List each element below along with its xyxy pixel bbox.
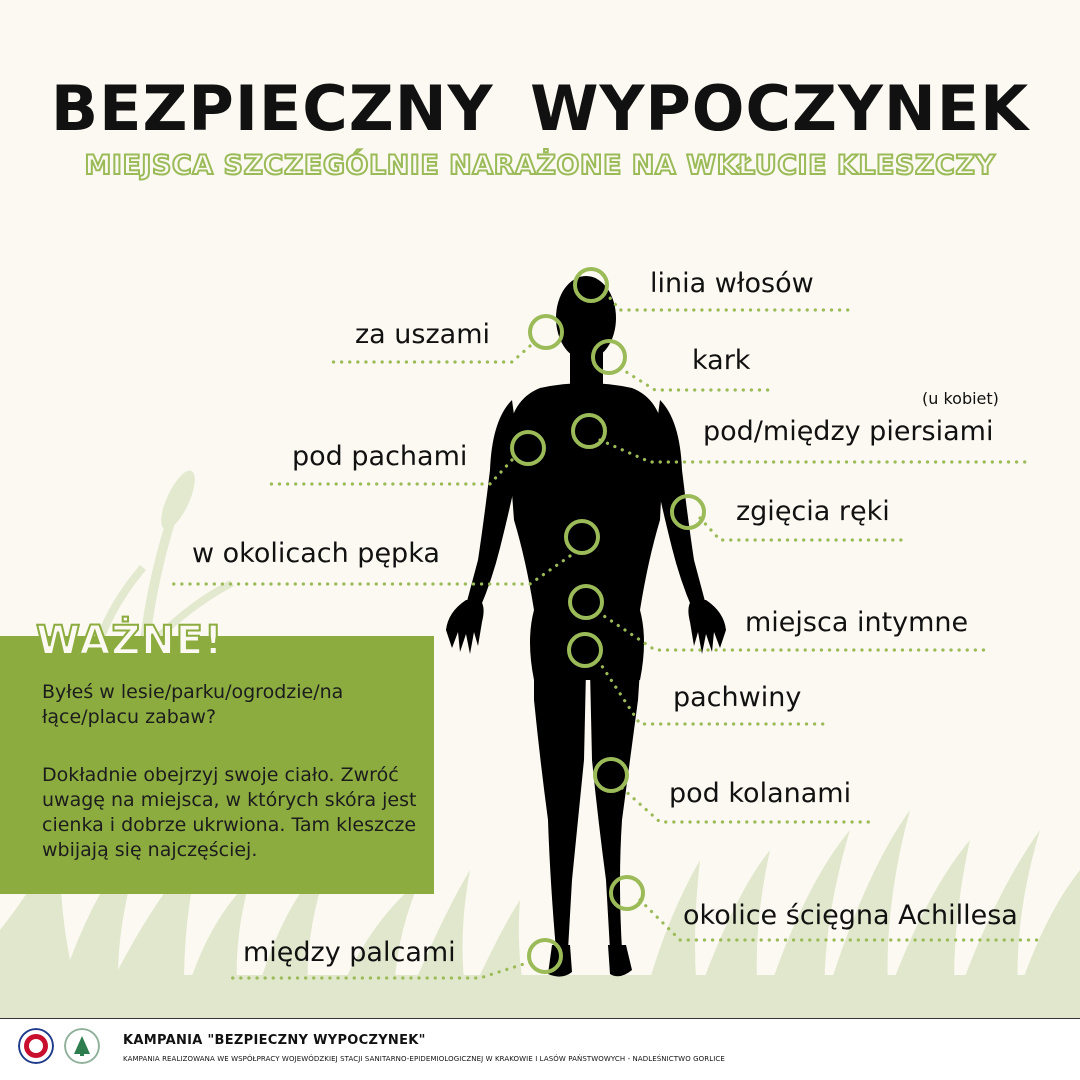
label-intimate: miejsca intymne [745,607,969,638]
label-groin: pachwiny [673,682,802,713]
important-heading: WAŻNE! [36,618,224,664]
page-title: BEZPIECZNY WYPOCZYNEK [50,72,1030,145]
label-knees: pod kolanami [669,778,852,809]
label-armpits: pod pachami [292,441,468,472]
footer-bar [0,1018,1080,1080]
human-silhouette [446,276,726,977]
label-navel: w okolicach pępka [192,538,440,569]
label-breasts: pod/między piersiami [703,416,994,447]
footer-campaign: KAMPANIA "BEZPIECZNY WYPOCZYNEK" [123,1033,426,1048]
page-subtitle: MIEJSCA SZCZEGÓLNIE NARAŻONE NA WKŁUCIE KLESZCZY [84,150,996,181]
label-hairline: linia włosów [650,268,814,299]
important-question: Byłeś w lesie/parku/ogrodzie/na łące/placu zabaw? [42,681,344,728]
label-nape: kark [692,345,751,376]
important-advice: Dokładnie obejrzyj swoje ciało. Zwróć uwagę na miejsca, w których skóra jest cienka i dobrze ukrwiona. Tam kleszcze wbijają się najczęściej. [42,764,417,861]
sanepid-logo-icon [18,1028,54,1064]
note-women: (u kobiet) [922,389,999,408]
label-behind-ears: za uszami [355,319,490,350]
label-toes: między palcami [243,937,456,968]
label-elbow-folds: zgięcia ręki [736,496,890,527]
footer-description: KAMPANIA REALIZOWANA WE WSPÓŁPRACY WOJEWÓDZKIEJ STACJI SANITARNO-EPIDEMIOLOGICZNEJ W KRAKOWIE I LASÓW PAŃSTWOWYCH - NADLEŚNICTWO GORLICE [123,1055,725,1063]
marker-behind-ears [530,316,562,348]
lasy-panstwowe-logo-icon [64,1028,100,1064]
label-achilles: okolice ścięgna Achillesa [683,900,1018,931]
